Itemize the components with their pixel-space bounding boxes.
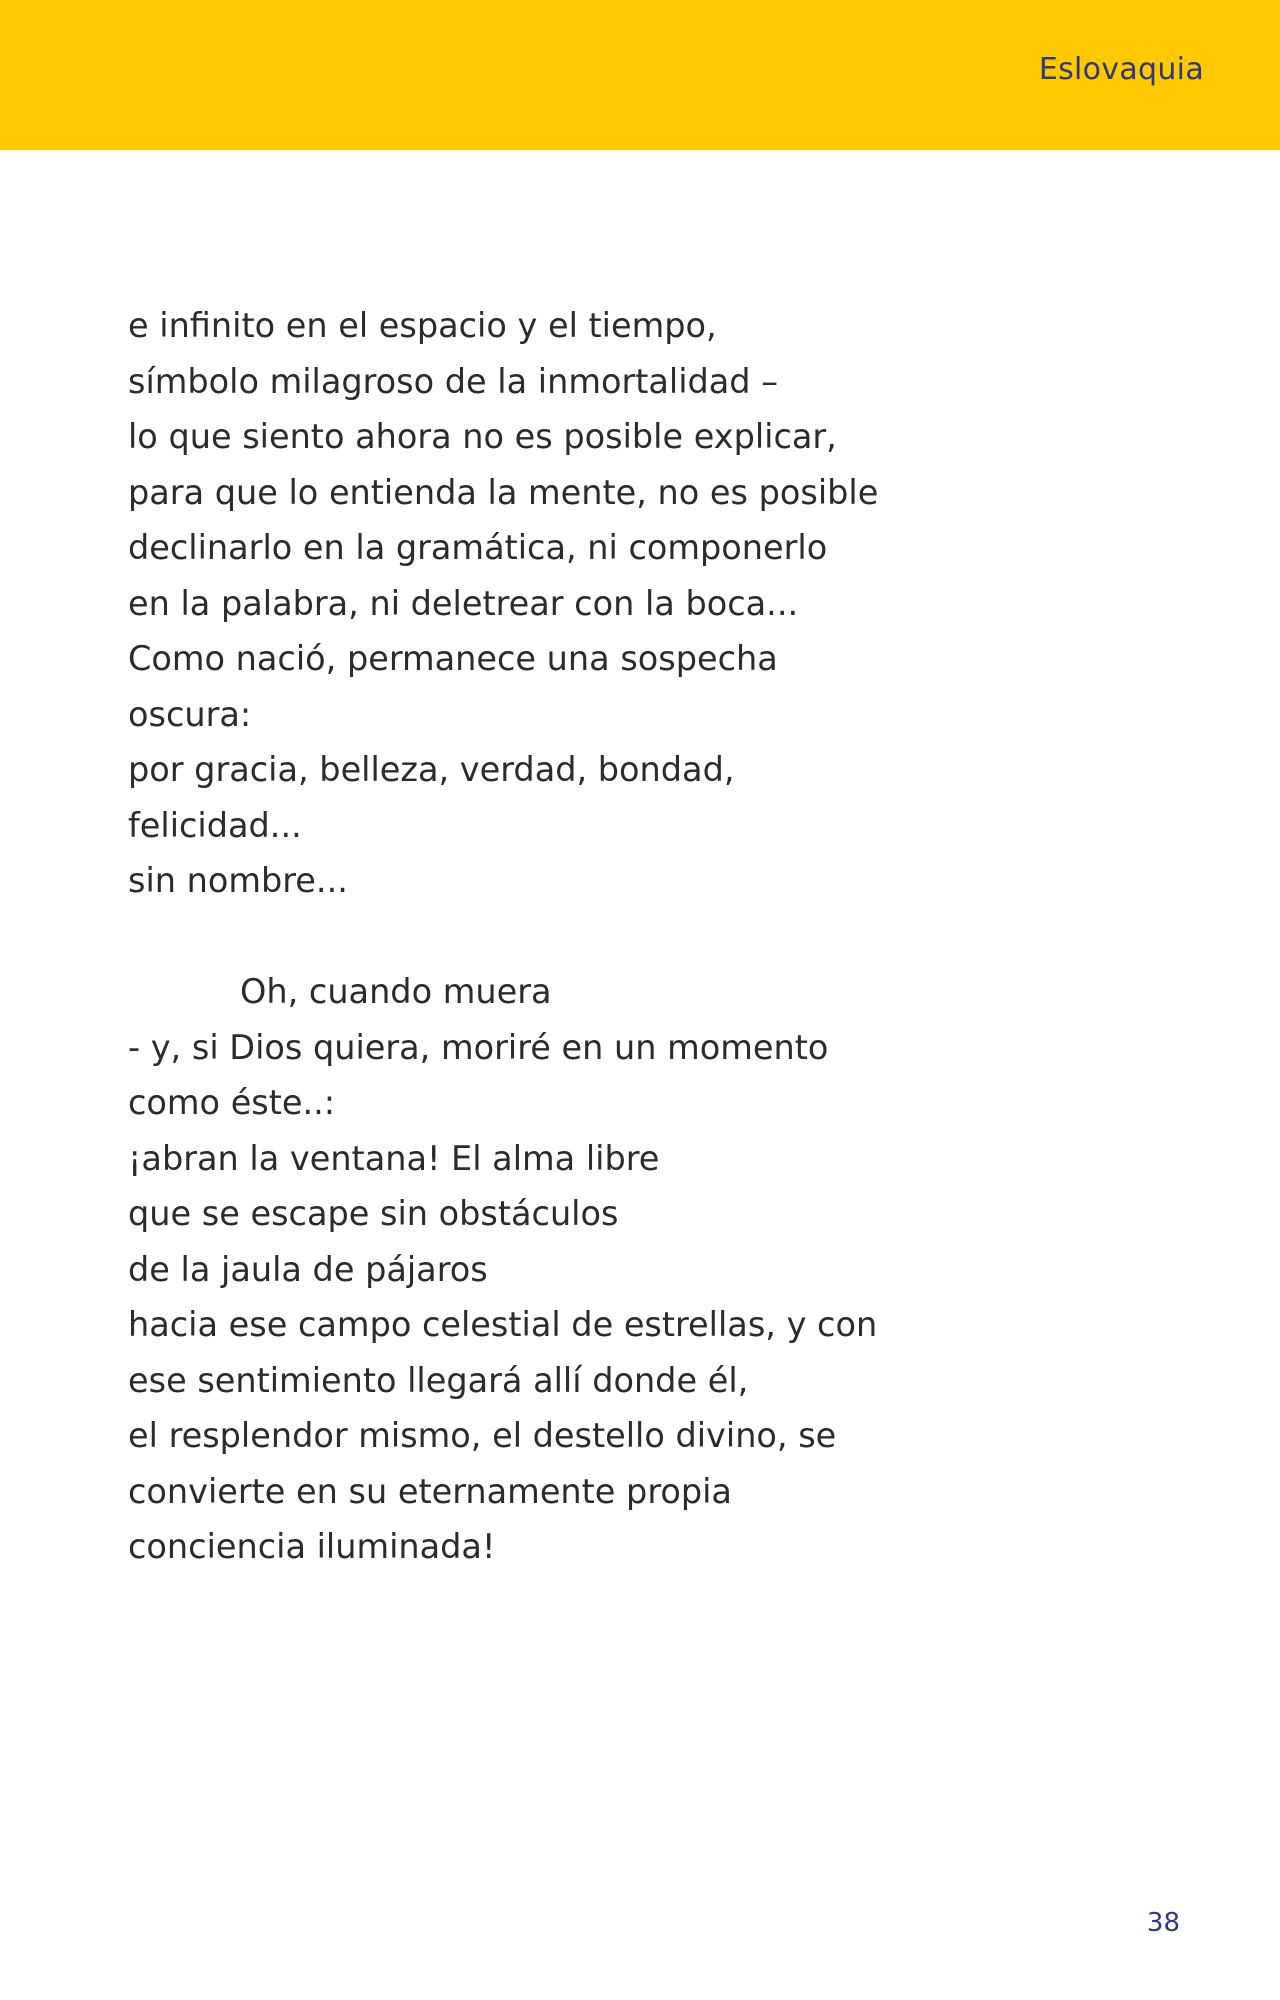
poem-line: símbolo milagroso de la inmortalidad – (128, 361, 778, 401)
poem-line: por gracia, belleza, verdad, bondad, (128, 750, 735, 789)
poem-line: como éste..: (128, 1083, 336, 1122)
poem-line: convierte en su eternamente propia (128, 1471, 732, 1511)
page-number: 38 (1146, 1908, 1180, 1938)
poem-line: para que lo entienda la mente, no es posible (128, 472, 879, 512)
poem-line: el resplendor mismo, el destello divino, se (128, 1416, 837, 1455)
poem-line: que se escape sin obstáculos (128, 1194, 619, 1233)
header-title: Eslovaquia (1038, 52, 1204, 87)
poem-line: sin nombre... (128, 861, 348, 900)
poem-line: declinarlo en la gramática, ni componerlo (128, 528, 828, 567)
poem-line: ¡abran la ventana! El alma libre (128, 1138, 660, 1178)
stanza-2 (128, 964, 1168, 1575)
poem-line: e infinito en el espacio y el tiempo, (128, 306, 717, 345)
poem-line: ese sentimiento llegará allí donde él, (128, 1360, 749, 1400)
poem-line: de la jaula de pájaros (128, 1249, 488, 1289)
stanza-1 (128, 298, 1168, 909)
poem-line: oscura: (128, 694, 252, 734)
poem-line: lo que siento ahora no es posible explicar, (128, 417, 837, 456)
poem-line: en la palabra, ni deletrear con la boca... (128, 583, 799, 623)
poem-line: Como nació, permanece una sospecha (128, 639, 778, 678)
poem-line: - y, si Dios quiera, moriré en un momento (128, 1027, 829, 1067)
poem-line: conciencia iluminada! (128, 1527, 496, 1566)
poem-line: felicidad... (128, 805, 302, 845)
poem-line-indented: Oh, cuando muera (240, 972, 552, 1011)
poem-line: hacia ese campo celestial de estrellas, y con (128, 1305, 878, 1344)
header-band (0, 0, 1280, 150)
poem-body (128, 298, 1168, 1575)
